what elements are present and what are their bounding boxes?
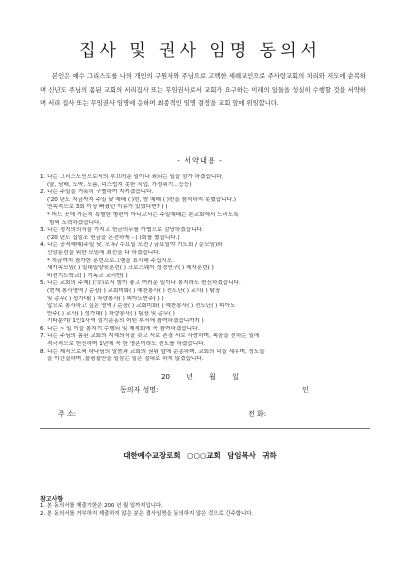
pledge-item-line: (현재 봉사영역 / 순장( ) 교회미화( ) 예찬봉사( ) 전도단( ) 교사( ) 탐장 <box>47 287 221 294</box>
seal-label: 인 <box>302 386 309 394</box>
document-title: 집사 및 권사 임명 동의서 <box>79 41 321 61</box>
divider <box>40 428 370 429</box>
pledge-items-list <box>40 174 370 364</box>
pledge-item-line: 적극적으로 헌신하며 1년에 꼭 한 영혼이라도 전도를 하겠습니다. <box>47 341 206 348</box>
address-label: 주 소: <box>58 410 77 418</box>
phone-label: 전 화: <box>248 410 267 418</box>
notes-heading: 참고사항 <box>40 496 64 503</box>
note-item: 2. 본 동의서를 거부하지 제출하지 않은 분은 결사임명을 동의하지 않은 것으로 간주합니다. <box>40 510 254 517</box>
pledge-item-line: 6. 나는 ~ 일 이을 봉지기 수행되 및 제적회에 꼭 참여하겠습니다. <box>40 325 200 332</box>
signer-name-label: 동의자 성명: <box>120 386 159 394</box>
pledge-item-line: 3. 나는 정지의의식을 가지고 헌금의무를 가볍으로 감당하겠습니다. <box>40 227 204 234</box>
date-line: 20 년 월 일 <box>161 373 239 381</box>
pledge-item-line: ('20 년도 지금까지 주일 낮 예배 ( )번, 밤 예배 ( )번을 참석하지 못했습니다.) <box>47 196 236 203</box>
pledge-item-line: 앞으로 봉사하고 싶은 영역 / 순장( ) 교회미화( ) 예찬봉사( ) 전도단( ) 피아노 <box>47 303 236 310</box>
pledge-item-line: 7. 나는 주님의 몸된 교회의 지체의식을 갖고 서로 존경 서로 사랑하며, 복음을 전하는 일에 <box>40 333 260 340</box>
pledge-item-line: 새가족모임( ) 일대일양육훈련( ) 크로스웨이 성경연구( ) 제자훈련( ) <box>47 265 214 272</box>
intro-paragraph: 본인은 예수 그리스도를 나의 개인의 구원자와 주님으로 고백한 세례교인으로 주사랑교회의 치리와 지도에 순복하며 신년도 주님의 몸된 교회의 서리집사 또는 무임권사로서 교회가 요구하는 이래의 일들을 성실히 수행할 것을 서약하며 서리 집사 또는 무임권사 임명에 응하며 최종적인 임명 결정을 교회 앞에 위임합니다. <box>40 73 366 107</box>
pledge-item-line: 반주( ) 교사( ) 성가대( ) 차량봉사( ) 팀장 및 총무( ) <box>47 310 175 317</box>
address-row <box>58 409 358 419</box>
pledge-item-line: 5. 나는 교회의 주재(主宰)로서 힘이 좋고 여러운 일이나 봉지라도 헌신하겠습니다. <box>40 280 241 287</box>
addressee-organization: 대한예수교장로회 ○○○교회 담임목사 귀하 <box>123 451 277 460</box>
pledge-item-line: 기타분야/ 1인1사역 섬기운동의 어떤 부서에 참여하겠습니까?( ) <box>47 318 204 325</box>
pledge-item-line: * 지금까지 참가한 훈련프로그램을 표시해 주십시오. <box>47 257 174 264</box>
pledge-item-line: 및 총무( ) 성가대( ) 차량봉사( ) 피아노반주( ) ) <box>47 295 164 302</box>
pledge-item-line: * 어느 곳에 가든지 특별한 형편이 아니고서는 주일예배는 본교회에서 드리도록 <box>47 211 239 218</box>
pledge-item-line: (술, 담배, 도박, 노름, 덕스럽지 못한 직업, 가정위기...등등) <box>47 181 192 188</box>
pledge-item-line: 2. 나는 주일을 거룩히 구별하여 지키겠습니다. <box>40 189 154 196</box>
notes-list <box>40 503 370 519</box>
pledge-item-line: 8. 나는 제직으로써 하나님의 말씀과 교회의 권위 앞에 순종하며, 교회의 덕을 세우며, 성도들 <box>40 348 265 355</box>
note-item: 1. 본 동의서를 제출기한은 200 년 월 일까지입니다. <box>40 503 163 509</box>
pledge-item-line: 을 이간질하며 ,불평불만을 일삼는 일은 절대로 하지 않겠습니다. <box>47 356 204 363</box>
pledge-item-line: 4. 나는 공적예배(주일 낮, 오후/ 수요일 오전 / 금요일야 기도회 / 순모임)와 <box>40 242 223 249</box>
section-heading: - 서약내용 - <box>177 156 223 165</box>
pledge-item-line: 신앙훈련을 위한 모임에 최선을 다 하겠습니다. <box>47 249 161 256</box>
pledge-item-line: 1. 나는 그리스도인으로서의 부끄러운 일이나 죄되는 일을 삼가 하겠습니다. <box>40 174 224 180</box>
pledge-item-line: 비전기도학교( ) 기독교 교리반( ) <box>47 272 128 279</box>
pledge-item-line: 힘써 노력하겠습니다. <box>49 219 102 226</box>
pledge-item-line: 연속적으로 3회 이상 빠졌던 이유가 있었다면? ( ) <box>47 204 168 211</box>
pledge-item-line: ('20 년도 십일조 헌금을 온전하게 - ( )회를 했습니다.) <box>47 234 180 241</box>
